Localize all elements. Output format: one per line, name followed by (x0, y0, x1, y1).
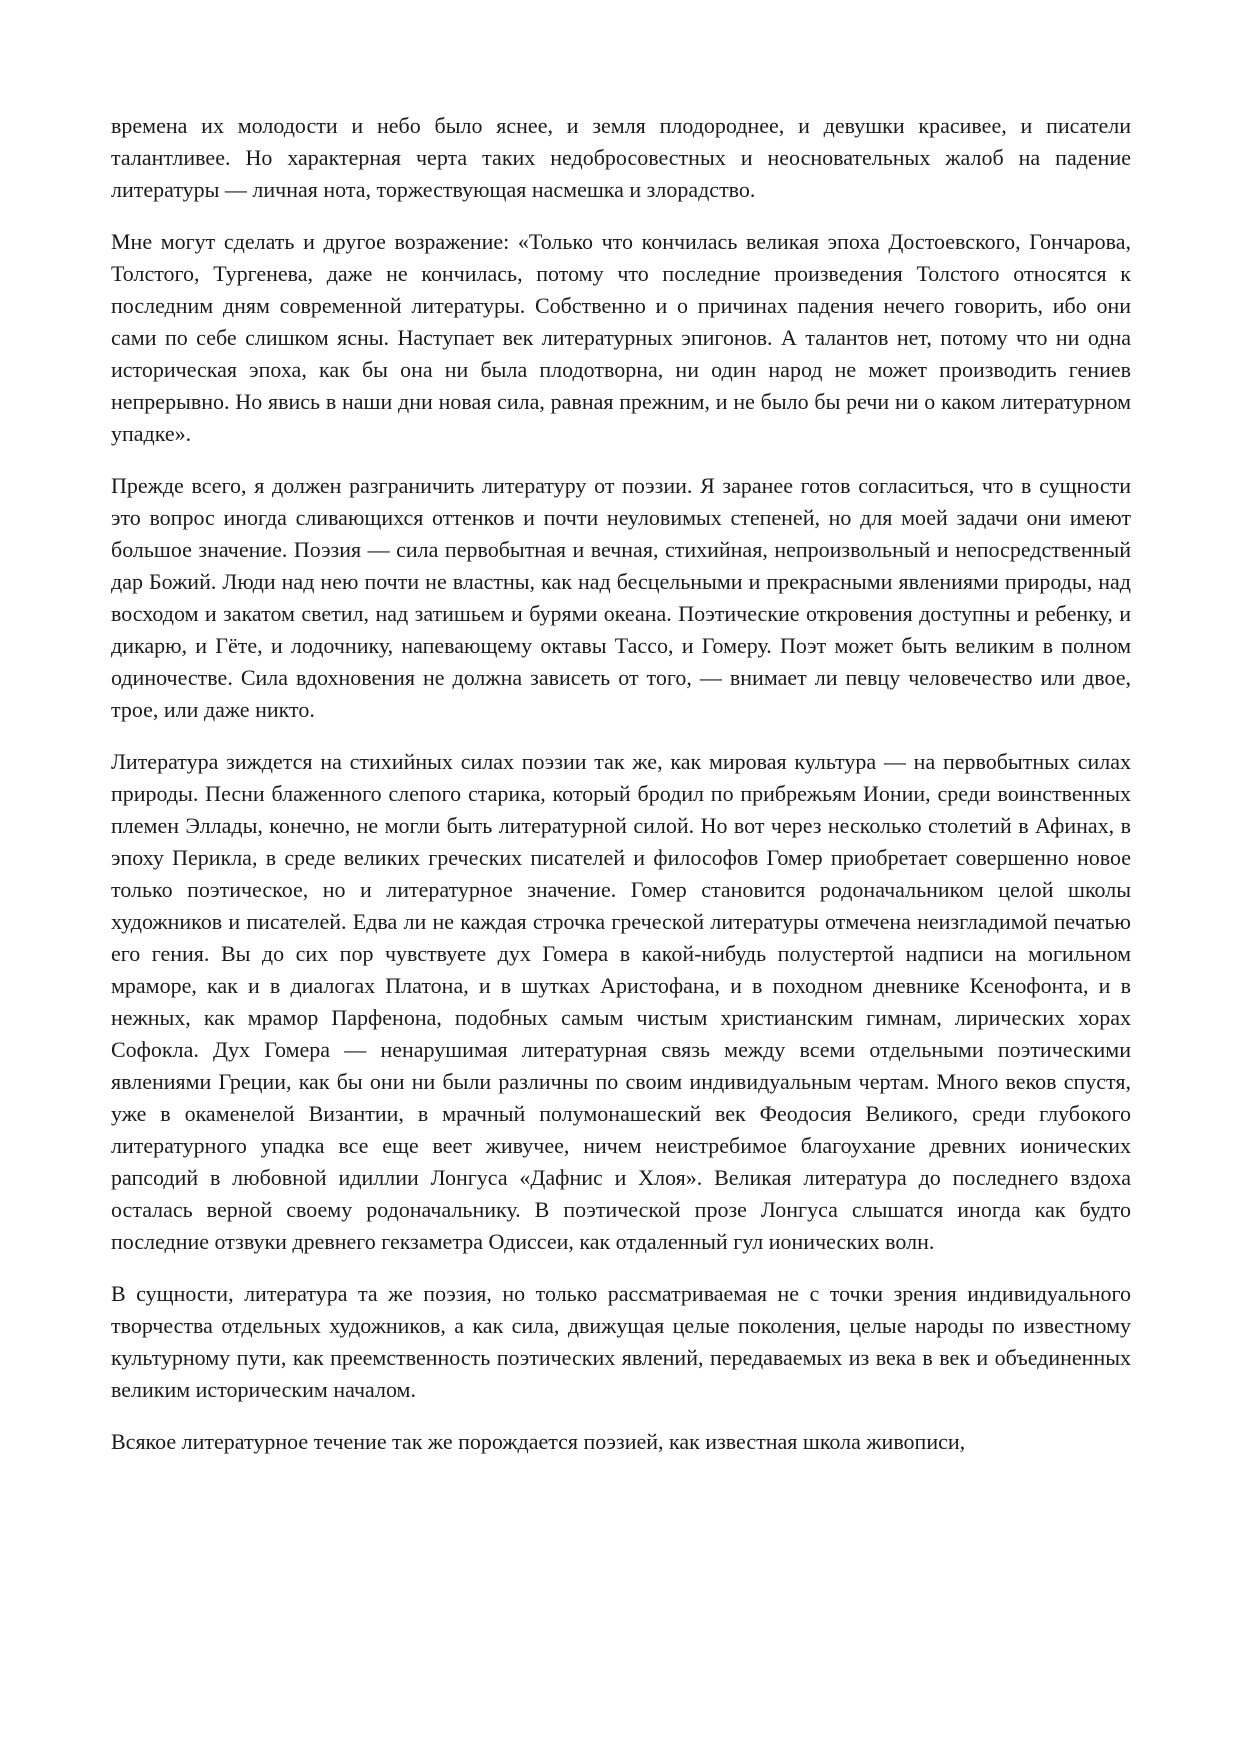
paragraph-3: Прежде всего, я должен разграничить литературу от поэзии. Я заранее готов согласиться, что в сущности это вопрос иногда сливающихся оттенков и почти неуловимых степеней, но для моей задачи они имеют большое значение. Поэзия — сила первобытная и вечная, стихийная, непроизвольный и непосредственный дар Божий. Люди над нею почти не властны, как над бесцельными и прекрасными явлениями природы, над восходом и закатом светил, над затишьем и бурями океана. Поэтические откровения доступны и ребенку, и дикарю, и Гёте, и лодочнику, напевающему октавы Тассо, и Гомеру. Поэт может быть великим в полном одиночестве. Сила вдохновения не должна зависеть от того, — внимает ли певцу человечество или двое, трое, или даже никто. (111, 473, 1131, 722)
text-body (111, 110, 1131, 1458)
paragraph-1: времена их молодости и небо было яснее, и земля плодороднее, и девушки красивее, и писатели талантливее. Но характерная черта таких недобросовестных и неосновательных жалоб на падение литературы — личная нота, торжествующая насмешка и злорадство. (111, 113, 1131, 202)
paragraph-4: Литература зиждется на стихийных силах поэзии так же, как мировая культура — на первобытных силах природы. Песни блаженного слепого старика, который бродил по прибрежьям Ионии, среди воинственных племен Эллады, конечно, не могли быть литературной силой. Но вот через несколько столетий в Афинах, в эпоху Перикла, в среде великих греческих писателей и философов Гомер приобретает совершенно новое только поэтическое, но и литературное значение. Гомер становится родоначальником целой школы художников и писателей. Едва ли не каждая строчка греческой литературы отмечена неизгладимой печатью его гения. Вы до сих пор чувствуете дух Гомера в какой-нибудь полустертой надписи на могильном мраморе, как и в диалогах Платона, и в шутках Аристофана, и в походном дневнике Ксенофонта, и в нежных, как мрамор Парфенона, подобных самым чистым христианским гимнам, лирических хорах Софокла. Дух Гомера — ненарушимая литературная связь между всеми отдельными поэтическими явлениями Греции, как бы они ни были различны по своим индивидуальным чертам. Много веков спустя, уже в окаменелой Византии, в мрачный полумонашеский век Феодосия Великого, среди глубокого литературного упадка все еще веет живучее, ничем неистребимое благоухание древних ионических рапсодий в любовной идиллии Лонгуса «Дафнис и Хлоя». Великая литература до последнего вздоха осталась верной своему родоначальнику. В поэтической прозе Лонгуса слышатся иногда как будто последние отзвуки древнего гекзаметра Одиссеи, как отдаленный гул ионических волн. (111, 749, 1131, 1254)
paragraph-5: В сущности, литература та же поэзия, но только рассматриваемая не с точки зрения индивидуального творчества отдельных художников, а как сила, движущая целые поколения, целые народы по известному культурному пути, как преемственность поэтических явлений, передаваемых из века в век и объединенных великим историческим началом. (111, 1281, 1131, 1402)
paragraph-2: Мне могут сделать и другое возражение: «Только что кончилась великая эпоха Достоевского, Гончарова, Толстого, Тургенева, даже не кончилась, потому что последние произведения Толстого относятся к последним дням современной литературы. Собственно и о причинах падения нечего говорить, ибо они сами по себе слишком ясны. Наступает век литературных эпигонов. А талантов нет, потому что ни одна историческая эпоха, как бы она ни была плодотворна, ни один народ не может производить гениев непрерывно. Но явись в наши дни новая сила, равная прежним, и не было бы речи ни о каком литературном упадке». (111, 229, 1131, 446)
paragraph-6: Всякое литературное течение так же порождается поэзией, как известная школа живописи, (111, 1429, 966, 1454)
